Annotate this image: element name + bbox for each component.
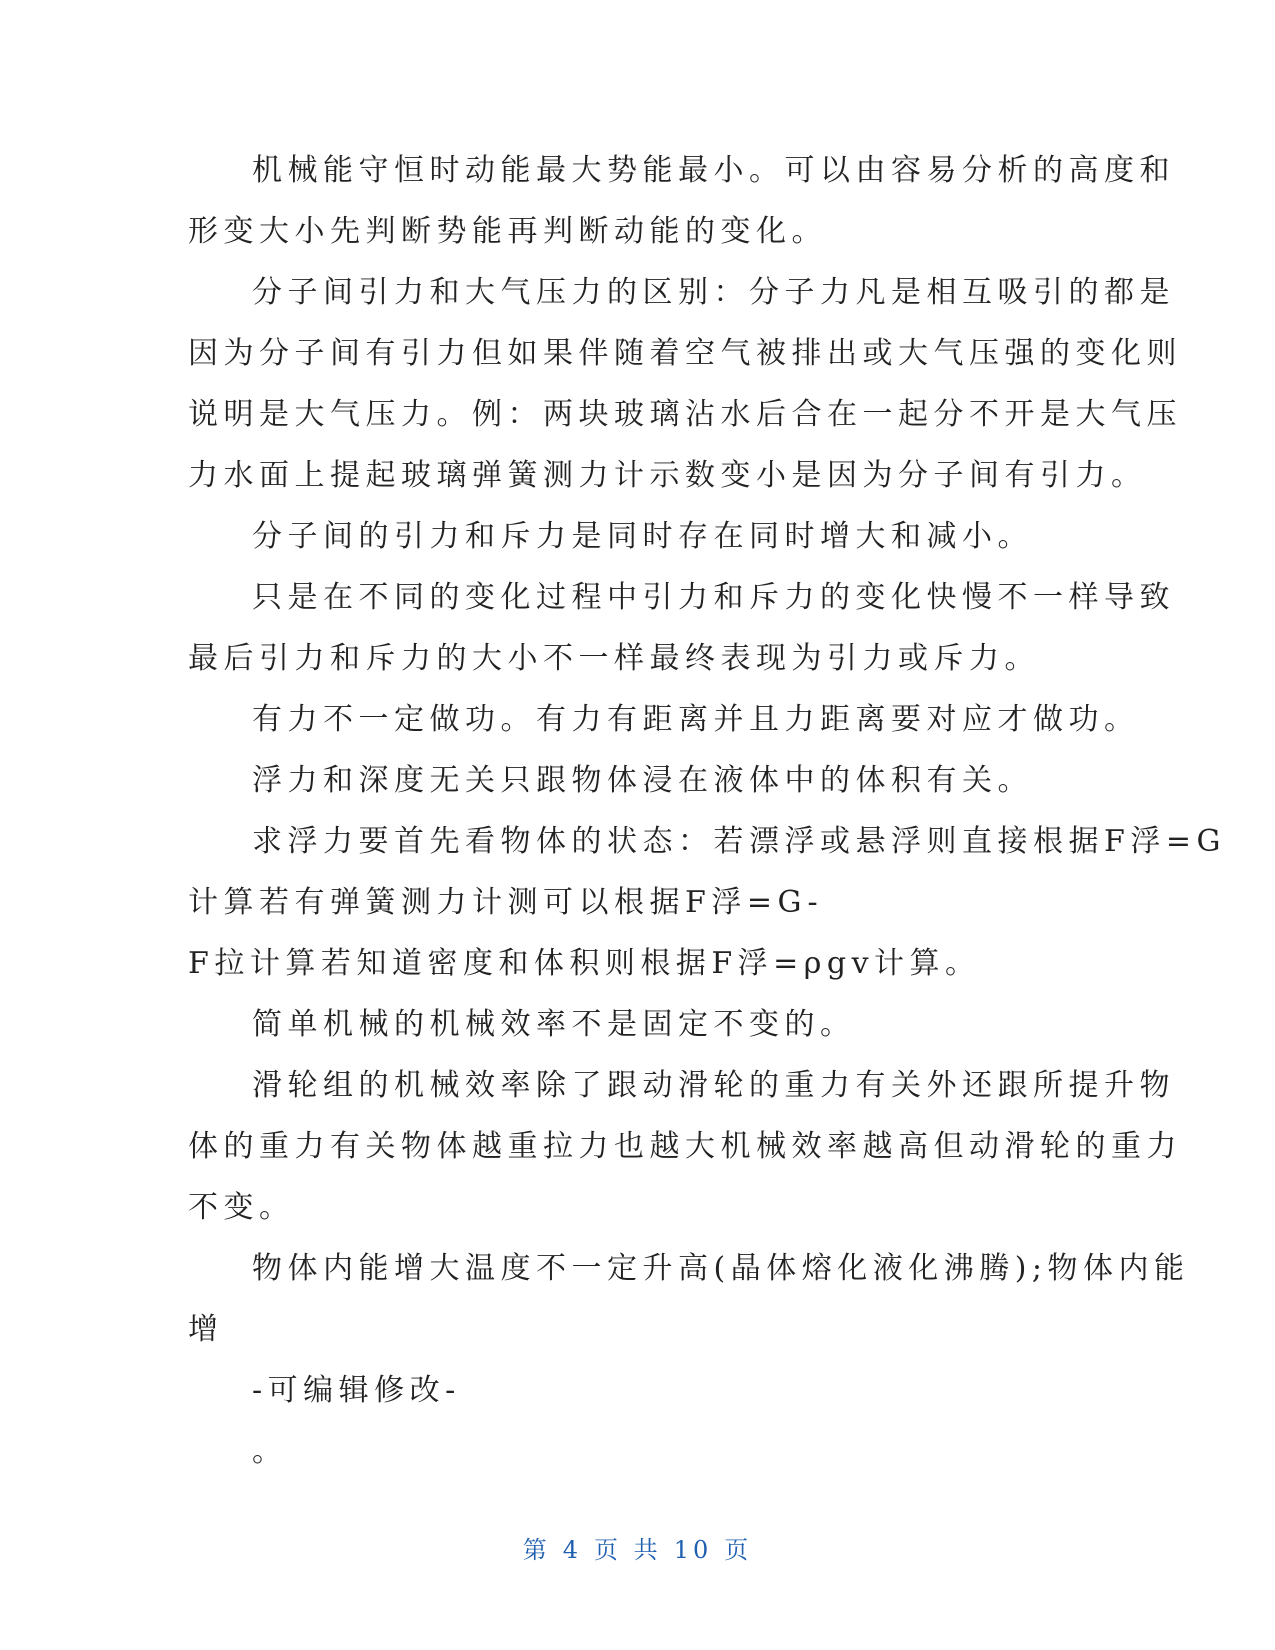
footer-middle: 页 共 <box>594 1536 662 1564</box>
text-line: 求浮力要首先看物体的状态：若漂浮或悬浮则直接根据F浮=G <box>252 824 1226 859</box>
text-line: 机械能守恒时动能最大势能最小。可以由容易分析的高度和 <box>252 153 1175 188</box>
body-text <box>188 140 1226 1482</box>
text-line: 分子间的引力和斥力是同时存在同时增大和减小。 <box>252 519 1033 554</box>
text-line: 简单机械的机械效率不是固定不变的。 <box>252 1007 856 1042</box>
text-line: 增 <box>188 1312 224 1347</box>
editable-note: -可编辑修改- <box>252 1373 461 1408</box>
text-line: 有力不一定做功。有力有距离并且力距离要对应才做功。 <box>252 702 1140 737</box>
text-line: 因为分子间有引力但如果伴随着空气被排出或大气压强的变化则 <box>188 336 1182 371</box>
text-line: 形变大小先判断势能再判断动能的变化。 <box>188 214 827 249</box>
text-line: F拉计算若知道密度和体积则根据F浮=ρgv计算。 <box>188 946 981 981</box>
text-line: 。 <box>252 1434 288 1469</box>
page-number-current: 4 <box>562 1536 583 1564</box>
page-footer <box>0 1530 1275 1565</box>
text-line: 最后引力和斥力的大小不一样最终表现为引力或斥力。 <box>188 641 1040 676</box>
text-line: 力水面上提起玻璃弹簧测力计示数变小是因为分子间有引力。 <box>188 458 1147 493</box>
text-line: 体的重力有关物体越重拉力也越大机械效率越高但动滑轮的重力 <box>188 1129 1182 1164</box>
text-line: 只是在不同的变化过程中引力和斥力的变化快慢不一样导致 <box>252 580 1175 615</box>
page-number-total: 10 <box>673 1536 713 1564</box>
text-line: 滑轮组的机械效率除了跟动滑轮的重力有关外还跟所提升物 <box>252 1068 1175 1103</box>
text-line: 说明是大气压力。例：两块玻璃沾水后合在一起分不开是大气压 <box>188 397 1182 432</box>
text-line: 物体内能增大温度不一定升高(晶体熔化液化沸腾);物体内能 <box>252 1251 1190 1286</box>
text-line: 计算若有弹簧测力计测可以根据F浮=G- <box>188 885 824 920</box>
footer-prefix: 第 <box>522 1536 551 1564</box>
text-line: 浮力和深度无关只跟物体浸在液体中的体积有关。 <box>252 763 1033 798</box>
text-line: 不变。 <box>188 1190 295 1225</box>
footer-suffix: 页 <box>724 1536 753 1564</box>
text-line: 分子间引力和大气压力的区别：分子力凡是相互吸引的都是 <box>252 275 1175 310</box>
